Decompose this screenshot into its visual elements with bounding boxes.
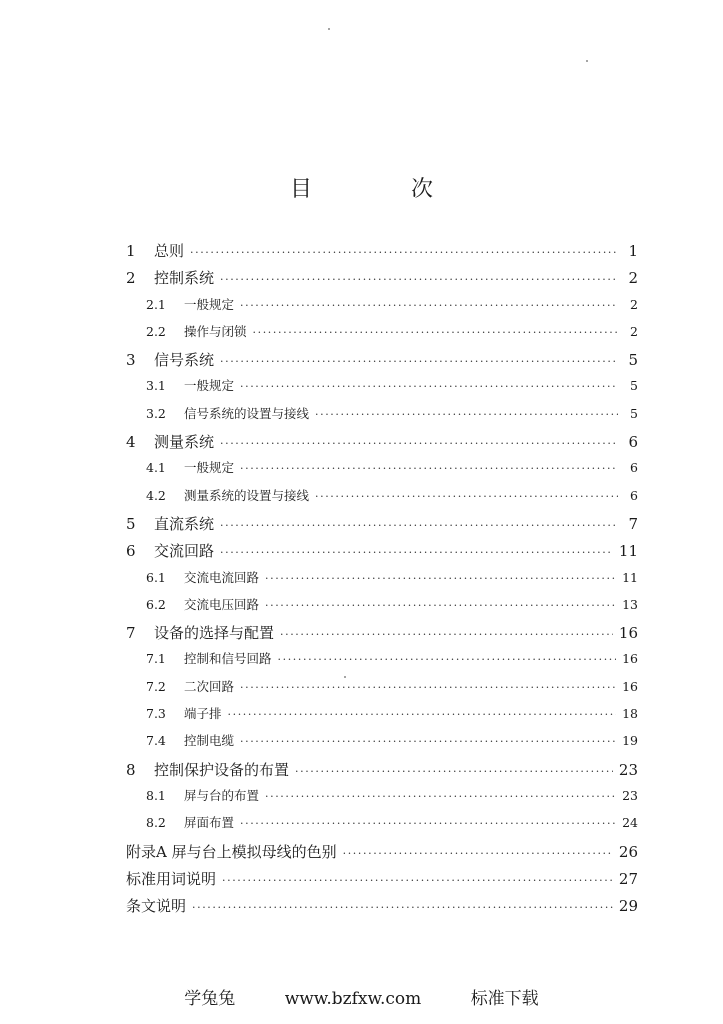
dot-leader [265, 790, 616, 803]
toc-entry[interactable] [126, 322, 638, 349]
dot-leader [220, 519, 618, 532]
toc-page-number: 2 [628, 269, 638, 288]
dot-leader [240, 735, 616, 748]
toc-page-number: 11 [618, 542, 638, 561]
dot-leader [343, 847, 613, 860]
dot-leader [240, 299, 618, 312]
toc-label: 标准用词说明 [126, 869, 217, 888]
toc-number: 8 [126, 760, 136, 779]
footer-url[interactable]: www.bzfxw.com [284, 989, 422, 1009]
toc-label: 一般规定 [184, 378, 235, 394]
toc-page-number: 27 [618, 869, 638, 888]
footer-watermark [0, 984, 723, 1009]
toc-label: 测量系统 [154, 433, 215, 452]
scan-speck [328, 28, 330, 30]
toc-label: 设备的选择与配置 [154, 624, 275, 643]
toc-entry[interactable] [126, 595, 638, 622]
toc-entry[interactable] [126, 376, 638, 403]
page-title: 目 次 [290, 177, 479, 202]
dot-leader [280, 628, 613, 641]
toc-number: 2.1 [146, 296, 166, 312]
toc-page-number: 7 [628, 514, 638, 533]
toc-label: 直流系统 [154, 514, 215, 533]
toc-label: 控制和信号回路 [184, 651, 272, 667]
toc-label: 测量系统的设置与接线 [184, 487, 310, 503]
dot-leader [265, 572, 616, 585]
toc-entry[interactable] [126, 731, 638, 758]
dot-leader [220, 437, 618, 450]
toc-page-number: 26 [618, 842, 638, 861]
toc-number: 3.1 [146, 378, 166, 394]
toc-entry[interactable] [126, 349, 638, 376]
toc-number: 6 [126, 542, 136, 561]
footer-site-name: 学兔兔 [184, 989, 236, 1009]
dot-leader [192, 901, 613, 914]
toc-page-number: 19 [622, 733, 638, 749]
toc-entry[interactable] [126, 868, 638, 895]
dot-leader [315, 408, 618, 421]
toc-number: 6.1 [146, 569, 166, 585]
toc-page-number: 1 [628, 242, 638, 260]
dot-leader [220, 355, 618, 368]
toc-label: 控制电缆 [184, 733, 235, 749]
dot-leader [240, 681, 616, 694]
toc-number: 5 [126, 514, 136, 533]
toc-entry[interactable] [126, 404, 638, 431]
toc-entry[interactable] [126, 431, 638, 458]
toc-entry[interactable] [126, 267, 638, 294]
dot-leader [190, 246, 618, 259]
toc-entry[interactable] [126, 295, 638, 322]
toc-label: 总则 [154, 242, 185, 260]
toc-label: 一般规定 [184, 460, 235, 476]
toc-page-number: 5 [628, 351, 638, 370]
dot-leader [265, 599, 616, 612]
toc-page-number: 2 [630, 296, 638, 312]
toc-number: 8.1 [146, 787, 166, 803]
toc-entry[interactable] [126, 458, 638, 485]
toc-page-number: 5 [630, 405, 638, 421]
toc-page-number: 23 [622, 787, 638, 803]
toc-number: 8.2 [146, 815, 166, 831]
toc-page-number: 13 [622, 596, 638, 612]
toc-entry[interactable] [126, 622, 638, 649]
toc-entry[interactable] [126, 759, 638, 786]
toc-number: 7.4 [146, 733, 166, 749]
toc-entry[interactable] [126, 841, 638, 868]
footer-slogan: 标准下载 [470, 989, 539, 1009]
toc-label: 信号系统的设置与接线 [184, 405, 310, 421]
toc-number: 3 [126, 351, 136, 370]
toc-number: 4.1 [146, 460, 166, 476]
toc-number: 2.2 [146, 323, 166, 339]
toc-entry[interactable] [126, 704, 638, 731]
toc-page-number: 6 [628, 433, 638, 452]
dot-leader [278, 653, 617, 666]
toc-number: 4 [126, 433, 136, 452]
toc-label: 控制保护设备的布置 [154, 760, 290, 779]
dot-leader [240, 462, 618, 475]
toc-label: 交流电压回路 [184, 596, 260, 612]
toc-page-number: 18 [622, 706, 638, 722]
toc-number: 7.3 [146, 706, 166, 722]
toc-entry[interactable] [126, 240, 638, 267]
toc-page-number: 6 [630, 487, 638, 503]
toc-label: 条文说明 [126, 897, 187, 916]
toc-page-number: 16 [622, 651, 638, 667]
toc-entry[interactable] [126, 568, 638, 595]
toc-label: 交流回路 [154, 542, 215, 561]
toc-entry[interactable] [126, 649, 638, 676]
toc-page-number: 16 [618, 624, 638, 643]
toc-number: 7.1 [146, 651, 166, 667]
toc-page-number: 16 [622, 678, 638, 694]
dot-leader [295, 765, 613, 778]
toc-number: 2 [126, 269, 136, 288]
scan-speck [344, 676, 346, 678]
toc-entry[interactable] [126, 786, 638, 813]
toc-page-number: 5 [630, 378, 638, 394]
scan-speck [586, 60, 588, 62]
dot-leader [253, 326, 618, 339]
dot-leader [220, 546, 613, 559]
toc-page-number: 29 [618, 897, 638, 916]
toc-entry[interactable] [126, 677, 638, 704]
toc-label: 信号系统 [154, 351, 215, 370]
toc-label: 屏面布置 [184, 815, 235, 831]
toc-label: 附录A 屏与台上模拟母线的色别 [126, 842, 337, 861]
toc-number: 7 [126, 624, 136, 643]
toc-entry[interactable] [126, 895, 638, 922]
toc-number: 3.2 [146, 405, 166, 421]
toc-page-number: 23 [618, 760, 638, 779]
dot-leader [240, 817, 616, 830]
toc-entry[interactable] [126, 540, 638, 567]
table-of-contents [126, 240, 638, 922]
toc-label: 控制系统 [154, 269, 215, 288]
dot-leader [222, 874, 613, 887]
toc-label: 二次回路 [184, 678, 235, 694]
toc-entry[interactable] [126, 486, 638, 513]
toc-label: 屏与台的布置 [184, 787, 260, 803]
dot-leader [315, 490, 618, 503]
dot-leader [228, 708, 617, 721]
toc-number: 4.2 [146, 487, 166, 503]
dot-leader [240, 380, 618, 393]
toc-page-number: 6 [630, 460, 638, 476]
toc-label: 一般规定 [184, 296, 235, 312]
toc-entry[interactable] [126, 513, 638, 540]
toc-label: 端子排 [184, 706, 222, 722]
toc-number: 7.2 [146, 678, 166, 694]
toc-page-number: 24 [622, 815, 638, 831]
toc-label: 操作与闭锁 [184, 323, 247, 339]
toc-entry[interactable] [126, 813, 638, 840]
toc-number: 1 [126, 242, 136, 260]
toc-page-number: 11 [622, 569, 638, 585]
toc-page-number: 2 [630, 323, 638, 339]
toc-label: 交流电流回路 [184, 569, 260, 585]
dot-leader [220, 273, 618, 286]
toc-number: 6.2 [146, 596, 166, 612]
